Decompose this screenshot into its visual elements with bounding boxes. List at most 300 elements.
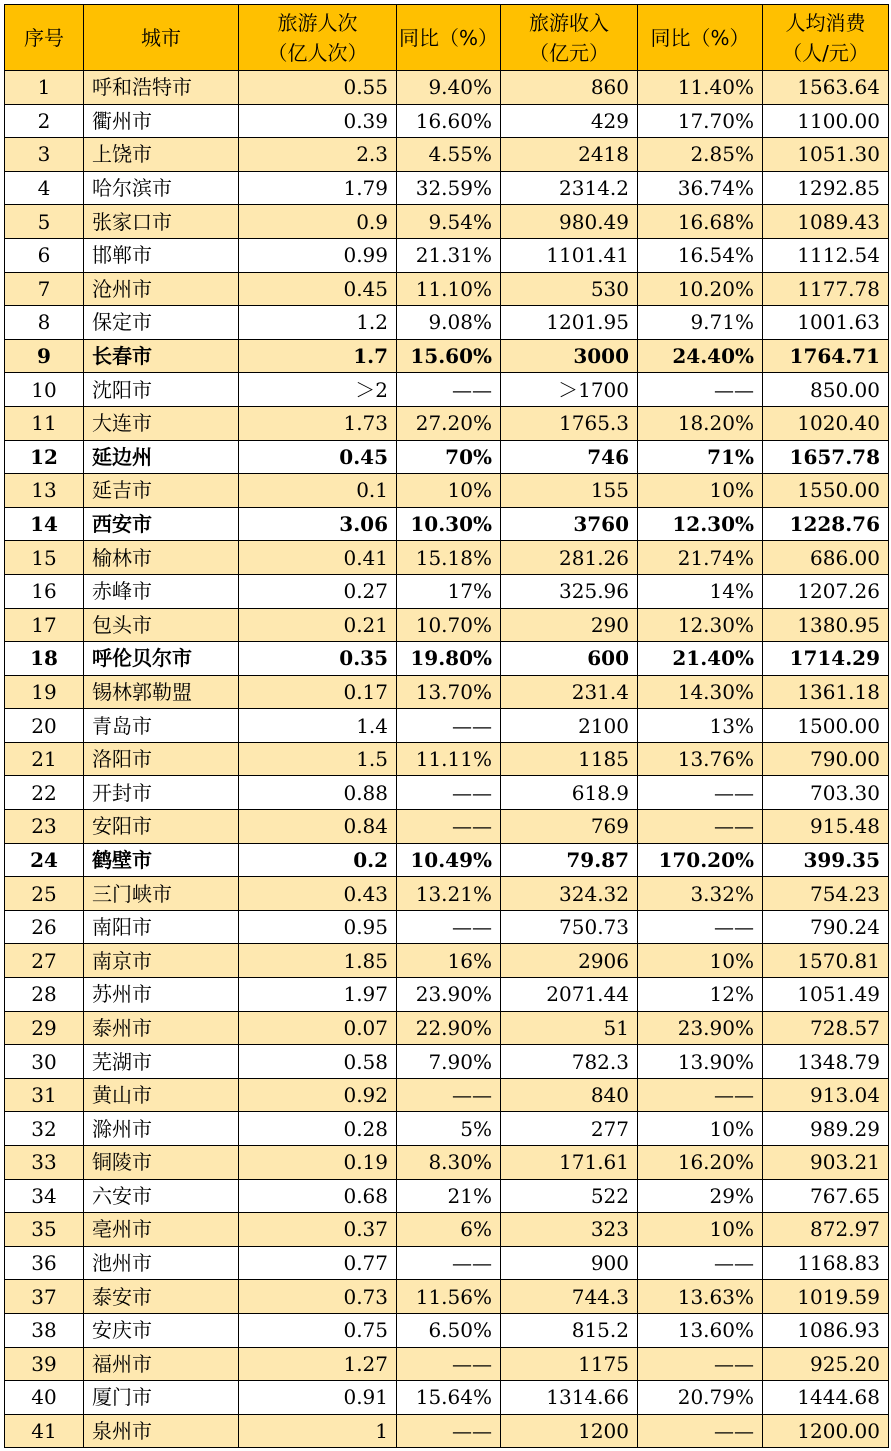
row-number: 30 (5, 1045, 84, 1079)
table-row (5, 1313, 889, 1347)
city-cell: 开封市 (84, 776, 239, 810)
city-cell: 上饶市 (84, 138, 239, 172)
city-cell: 衢州市 (84, 104, 239, 138)
city-cell: 铜陵市 (84, 1146, 239, 1180)
visitors-cell: 0.9 (239, 205, 397, 239)
city-cell: 芜湖市 (84, 1045, 239, 1079)
city-cell: 南京市 (84, 944, 239, 978)
revenue-yoy-cell: 10% (638, 1213, 763, 1247)
per-capita-cell: 850.00 (763, 373, 889, 407)
revenue-cell: 79.87 (501, 843, 638, 877)
per-capita-cell: 1228.76 (763, 507, 889, 541)
revenue-yoy-cell: 9.71% (638, 306, 763, 340)
row-number: 4 (5, 171, 84, 205)
city-cell: 泉州市 (84, 1414, 239, 1448)
visitors-yoy-cell: 32.59% (397, 171, 501, 205)
revenue-yoy-cell: 13.90% (638, 1045, 763, 1079)
revenue-cell: 1175 (501, 1347, 638, 1381)
table-row (5, 71, 889, 105)
revenue-yoy-cell: 170.20% (638, 843, 763, 877)
visitors-yoy-cell: 10.30% (397, 507, 501, 541)
visitors-cell: 0.91 (239, 1381, 397, 1415)
city-cell: 延边州 (84, 440, 239, 474)
row-number: 11 (5, 406, 84, 440)
per-capita-cell: 1100.00 (763, 104, 889, 138)
city-cell: 厦门市 (84, 1381, 239, 1415)
table-row (5, 104, 889, 138)
visitors-yoy-cell: 5% (397, 1112, 501, 1146)
per-capita-cell: 1019.59 (763, 1280, 889, 1314)
visitors-cell: 0.1 (239, 474, 397, 508)
visitors-cell: 1.79 (239, 171, 397, 205)
per-capita-cell: 1444.68 (763, 1381, 889, 1415)
row-number: 5 (5, 205, 84, 239)
city-cell: 锡林郭勒盟 (84, 675, 239, 709)
header-row (5, 5, 889, 71)
row-number: 32 (5, 1112, 84, 1146)
revenue-cell: 840 (501, 1078, 638, 1112)
visitors-cell: 0.84 (239, 810, 397, 844)
row-number: 15 (5, 541, 84, 575)
per-capita-cell: 790.00 (763, 742, 889, 776)
revenue-cell: 325.96 (501, 574, 638, 608)
table-row (5, 440, 889, 474)
visitors-cell: 0.2 (239, 843, 397, 877)
city-cell: 三门峡市 (84, 877, 239, 911)
city-cell: 张家口市 (84, 205, 239, 239)
city-cell: 邯郸市 (84, 238, 239, 272)
row-number: 18 (5, 642, 84, 676)
table-row (5, 339, 889, 373)
table-row (5, 810, 889, 844)
visitors-yoy-cell: 11.56% (397, 1280, 501, 1314)
per-capita-cell: 925.20 (763, 1347, 889, 1381)
revenue-yoy-cell: 10% (638, 474, 763, 508)
per-capita-cell: 989.29 (763, 1112, 889, 1146)
visitors-cell: 1.27 (239, 1347, 397, 1381)
revenue-cell: 2314.2 (501, 171, 638, 205)
per-capita-cell: 1500.00 (763, 709, 889, 743)
header-revenue-line2: （亿元） (529, 40, 609, 65)
revenue-cell: 2906 (501, 944, 638, 978)
revenue-yoy-cell: 21.74% (638, 541, 763, 575)
revenue-cell: 324.32 (501, 877, 638, 911)
city-cell: 榆林市 (84, 541, 239, 575)
visitors-yoy-cell: 23.90% (397, 978, 501, 1012)
row-number: 27 (5, 944, 84, 978)
revenue-cell: 290 (501, 608, 638, 642)
revenue-yoy-cell: 24.40% (638, 339, 763, 373)
revenue-yoy-cell: 10% (638, 1112, 763, 1146)
visitors-yoy-cell: 10.49% (397, 843, 501, 877)
table-row (5, 1011, 889, 1045)
row-number: 2 (5, 104, 84, 138)
table-row (5, 608, 889, 642)
revenue-yoy-cell: —— (638, 1078, 763, 1112)
city-cell: 亳州市 (84, 1213, 239, 1247)
per-capita-cell: 1051.30 (763, 138, 889, 172)
city-cell: 长春市 (84, 339, 239, 373)
visitors-yoy-cell: 10% (397, 474, 501, 508)
per-capita-cell: 1550.00 (763, 474, 889, 508)
row-number: 38 (5, 1313, 84, 1347)
row-number: 34 (5, 1179, 84, 1213)
city-cell: 洛阳市 (84, 742, 239, 776)
revenue-yoy-cell: 13% (638, 709, 763, 743)
row-number: 20 (5, 709, 84, 743)
revenue-yoy-cell: 17.70% (638, 104, 763, 138)
visitors-cell: 2.3 (239, 138, 397, 172)
city-cell: 安阳市 (84, 810, 239, 844)
table-row (5, 944, 889, 978)
visitors-yoy-cell: 13.70% (397, 675, 501, 709)
per-capita-cell: 1207.26 (763, 574, 889, 608)
visitors-cell: 0.88 (239, 776, 397, 810)
revenue-cell: 782.3 (501, 1045, 638, 1079)
visitors-yoy-cell: 9.40% (397, 71, 501, 105)
city-cell: 安庆市 (84, 1313, 239, 1347)
visitors-yoy-cell: 10.70% (397, 608, 501, 642)
table-row (5, 1414, 889, 1448)
revenue-yoy-cell: —— (638, 1414, 763, 1448)
visitors-yoy-cell: 9.54% (397, 205, 501, 239)
revenue-yoy-cell: 16.20% (638, 1146, 763, 1180)
table-row (5, 1246, 889, 1280)
revenue-yoy-cell: —— (638, 1246, 763, 1280)
city-cell: 延吉市 (84, 474, 239, 508)
table-row (5, 272, 889, 306)
visitors-yoy-cell: 13.21% (397, 877, 501, 911)
visitors-yoy-cell: 6.50% (397, 1313, 501, 1347)
row-number: 36 (5, 1246, 84, 1280)
visitors-cell: 3.06 (239, 507, 397, 541)
row-number: 13 (5, 474, 84, 508)
tourism-table (4, 4, 889, 1448)
header-visitors-yoy: 同比（%） (397, 5, 501, 71)
per-capita-cell: 790.24 (763, 910, 889, 944)
revenue-cell: 750.73 (501, 910, 638, 944)
revenue-yoy-cell: 13.63% (638, 1280, 763, 1314)
table-row (5, 238, 889, 272)
city-cell: 福州市 (84, 1347, 239, 1381)
city-cell: 呼和浩特市 (84, 71, 239, 105)
revenue-cell: 2418 (501, 138, 638, 172)
table-row (5, 406, 889, 440)
revenue-yoy-cell: 11.40% (638, 71, 763, 105)
visitors-cell: 0.19 (239, 1146, 397, 1180)
visitors-cell: 0.21 (239, 608, 397, 642)
table-row (5, 742, 889, 776)
per-capita-cell: 1714.29 (763, 642, 889, 676)
table-row (5, 675, 889, 709)
visitors-yoy-cell: —— (397, 373, 501, 407)
per-capita-cell: 399.35 (763, 843, 889, 877)
per-capita-cell: 1657.78 (763, 440, 889, 474)
row-number: 28 (5, 978, 84, 1012)
per-capita-cell: 1380.95 (763, 608, 889, 642)
row-number: 26 (5, 910, 84, 944)
header-visitors-line2: （亿人次） (267, 40, 368, 65)
revenue-cell: ＞1700 (501, 373, 638, 407)
revenue-yoy-cell: —— (638, 910, 763, 944)
revenue-cell: 51 (501, 1011, 638, 1045)
city-cell: 鹤壁市 (84, 843, 239, 877)
header-revenue-yoy: 同比（%） (638, 5, 763, 71)
revenue-yoy-cell: 12% (638, 978, 763, 1012)
table-row (5, 373, 889, 407)
table-row (5, 138, 889, 172)
revenue-cell: 3000 (501, 339, 638, 373)
visitors-yoy-cell: —— (397, 1246, 501, 1280)
per-capita-cell: 728.57 (763, 1011, 889, 1045)
visitors-yoy-cell: 17% (397, 574, 501, 608)
visitors-cell: 0.55 (239, 71, 397, 105)
revenue-yoy-cell: 13.60% (638, 1313, 763, 1347)
visitors-cell: 0.37 (239, 1213, 397, 1247)
city-cell: 池州市 (84, 1246, 239, 1280)
row-number: 37 (5, 1280, 84, 1314)
revenue-cell: 1314.66 (501, 1381, 638, 1415)
visitors-yoy-cell: 70% (397, 440, 501, 474)
table-row (5, 1179, 889, 1213)
revenue-yoy-cell: 10.20% (638, 272, 763, 306)
row-number: 23 (5, 810, 84, 844)
table-row (5, 306, 889, 340)
city-cell: 苏州市 (84, 978, 239, 1012)
revenue-yoy-cell: 2.85% (638, 138, 763, 172)
revenue-cell: 1185 (501, 742, 638, 776)
revenue-yoy-cell: —— (638, 810, 763, 844)
revenue-cell: 744.3 (501, 1280, 638, 1314)
per-capita-cell: 1086.93 (763, 1313, 889, 1347)
revenue-cell: 1201.95 (501, 306, 638, 340)
visitors-cell: 0.58 (239, 1045, 397, 1079)
city-cell: 沧州市 (84, 272, 239, 306)
city-cell: 泰安市 (84, 1280, 239, 1314)
revenue-yoy-cell: 23.90% (638, 1011, 763, 1045)
revenue-cell: 1101.41 (501, 238, 638, 272)
row-number: 40 (5, 1381, 84, 1415)
revenue-yoy-cell: 20.79% (638, 1381, 763, 1415)
visitors-yoy-cell: —— (397, 709, 501, 743)
row-number: 3 (5, 138, 84, 172)
city-cell: 六安市 (84, 1179, 239, 1213)
row-number: 31 (5, 1078, 84, 1112)
visitors-cell: ＞2 (239, 373, 397, 407)
visitors-cell: 1.5 (239, 742, 397, 776)
row-number: 12 (5, 440, 84, 474)
revenue-yoy-cell: 21.40% (638, 642, 763, 676)
visitors-yoy-cell: 21% (397, 1179, 501, 1213)
header-revenue-line1: 旅游收入 (529, 10, 609, 35)
revenue-cell: 277 (501, 1112, 638, 1146)
per-capita-cell: 913.04 (763, 1078, 889, 1112)
revenue-cell: 769 (501, 810, 638, 844)
revenue-cell: 323 (501, 1213, 638, 1247)
visitors-cell: 1.4 (239, 709, 397, 743)
visitors-cell: 1.73 (239, 406, 397, 440)
visitors-yoy-cell: 6% (397, 1213, 501, 1247)
visitors-cell: 0.77 (239, 1246, 397, 1280)
visitors-yoy-cell: —— (397, 1078, 501, 1112)
per-capita-cell: 1570.81 (763, 944, 889, 978)
table-row (5, 776, 889, 810)
city-cell: 哈尔滨市 (84, 171, 239, 205)
visitors-cell: 0.99 (239, 238, 397, 272)
visitors-cell: 0.75 (239, 1313, 397, 1347)
visitors-yoy-cell: 15.60% (397, 339, 501, 373)
visitors-cell: 1.7 (239, 339, 397, 373)
visitors-cell: 0.95 (239, 910, 397, 944)
revenue-yoy-cell: 10% (638, 944, 763, 978)
revenue-yoy-cell: 16.54% (638, 238, 763, 272)
per-capita-cell: 872.97 (763, 1213, 889, 1247)
revenue-cell: 1200 (501, 1414, 638, 1448)
revenue-yoy-cell: —— (638, 776, 763, 810)
per-capita-cell: 703.30 (763, 776, 889, 810)
table-row (5, 1381, 889, 1415)
revenue-yoy-cell: 71% (638, 440, 763, 474)
visitors-yoy-cell: 21.31% (397, 238, 501, 272)
row-number: 10 (5, 373, 84, 407)
revenue-cell: 2100 (501, 709, 638, 743)
visitors-cell: 0.07 (239, 1011, 397, 1045)
per-capita-cell: 1112.54 (763, 238, 889, 272)
city-cell: 呼伦贝尔市 (84, 642, 239, 676)
table-row (5, 507, 889, 541)
table-row (5, 978, 889, 1012)
header-visitors (239, 5, 397, 71)
revenue-cell: 155 (501, 474, 638, 508)
per-capita-cell: 686.00 (763, 541, 889, 575)
visitors-yoy-cell: 15.18% (397, 541, 501, 575)
row-number: 17 (5, 608, 84, 642)
row-number: 39 (5, 1347, 84, 1381)
per-capita-cell: 1177.78 (763, 272, 889, 306)
per-capita-cell: 1200.00 (763, 1414, 889, 1448)
header-per-capita-line2: （人/元） (782, 40, 869, 65)
visitors-yoy-cell: —— (397, 1347, 501, 1381)
visitors-yoy-cell: 11.10% (397, 272, 501, 306)
revenue-cell: 746 (501, 440, 638, 474)
revenue-yoy-cell: 14.30% (638, 675, 763, 709)
visitors-yoy-cell: —— (397, 776, 501, 810)
revenue-yoy-cell: 12.30% (638, 608, 763, 642)
revenue-yoy-cell: 36.74% (638, 171, 763, 205)
revenue-cell: 600 (501, 642, 638, 676)
visitors-cell: 1.85 (239, 944, 397, 978)
city-cell: 沈阳市 (84, 373, 239, 407)
per-capita-cell: 915.48 (763, 810, 889, 844)
header-per-capita-line1: 人均消费 (785, 10, 866, 35)
revenue-cell: 281.26 (501, 541, 638, 575)
city-cell: 西安市 (84, 507, 239, 541)
revenue-cell: 2071.44 (501, 978, 638, 1012)
row-number: 9 (5, 339, 84, 373)
row-number: 25 (5, 877, 84, 911)
per-capita-cell: 1361.18 (763, 675, 889, 709)
revenue-yoy-cell: 16.68% (638, 205, 763, 239)
revenue-yoy-cell: 18.20% (638, 406, 763, 440)
revenue-cell: 815.2 (501, 1313, 638, 1347)
table-body (5, 71, 889, 1448)
revenue-cell: 171.61 (501, 1146, 638, 1180)
visitors-yoy-cell: 9.08% (397, 306, 501, 340)
visitors-cell: 0.39 (239, 104, 397, 138)
per-capita-cell: 1764.71 (763, 339, 889, 373)
visitors-cell: 0.45 (239, 272, 397, 306)
revenue-cell: 429 (501, 104, 638, 138)
city-cell: 大连市 (84, 406, 239, 440)
per-capita-cell: 1168.83 (763, 1246, 889, 1280)
visitors-yoy-cell: 19.80% (397, 642, 501, 676)
visitors-cell: 1 (239, 1414, 397, 1448)
revenue-yoy-cell: —— (638, 373, 763, 407)
row-number: 14 (5, 507, 84, 541)
visitors-yoy-cell: 7.90% (397, 1045, 501, 1079)
revenue-yoy-cell: 14% (638, 574, 763, 608)
visitors-cell: 0.68 (239, 1179, 397, 1213)
table-row (5, 910, 889, 944)
per-capita-cell: 1001.63 (763, 306, 889, 340)
visitors-yoy-cell: 11.11% (397, 742, 501, 776)
table-row (5, 1045, 889, 1079)
revenue-cell: 980.49 (501, 205, 638, 239)
revenue-cell: 231.4 (501, 675, 638, 709)
row-number: 19 (5, 675, 84, 709)
table-row (5, 1280, 889, 1314)
per-capita-cell: 754.23 (763, 877, 889, 911)
revenue-yoy-cell: —— (638, 1347, 763, 1381)
revenue-yoy-cell: 3.32% (638, 877, 763, 911)
visitors-yoy-cell: 16.60% (397, 104, 501, 138)
city-cell: 黄山市 (84, 1078, 239, 1112)
revenue-cell: 522 (501, 1179, 638, 1213)
row-number: 22 (5, 776, 84, 810)
visitors-yoy-cell: 16% (397, 944, 501, 978)
city-cell: 泰州市 (84, 1011, 239, 1045)
visitors-yoy-cell: 4.55% (397, 138, 501, 172)
header-visitors-line1: 旅游人次 (277, 10, 358, 35)
row-number: 35 (5, 1213, 84, 1247)
visitors-cell: 1.97 (239, 978, 397, 1012)
visitors-yoy-cell: 8.30% (397, 1146, 501, 1180)
visitors-cell: 0.43 (239, 877, 397, 911)
per-capita-cell: 767.65 (763, 1179, 889, 1213)
table-row (5, 709, 889, 743)
visitors-cell: 1.2 (239, 306, 397, 340)
revenue-cell: 530 (501, 272, 638, 306)
row-number: 6 (5, 238, 84, 272)
revenue-cell: 900 (501, 1246, 638, 1280)
visitors-cell: 0.17 (239, 675, 397, 709)
row-number: 29 (5, 1011, 84, 1045)
visitors-yoy-cell: —— (397, 910, 501, 944)
table-row (5, 474, 889, 508)
visitors-yoy-cell: —— (397, 1414, 501, 1448)
visitors-cell: 0.45 (239, 440, 397, 474)
revenue-yoy-cell: 13.76% (638, 742, 763, 776)
header-per-capita (763, 5, 889, 71)
table-row (5, 171, 889, 205)
visitors-yoy-cell: —— (397, 810, 501, 844)
visitors-cell: 0.27 (239, 574, 397, 608)
table-row (5, 1347, 889, 1381)
row-number: 7 (5, 272, 84, 306)
city-cell: 滁州市 (84, 1112, 239, 1146)
table-row (5, 1213, 889, 1247)
table-row (5, 877, 889, 911)
